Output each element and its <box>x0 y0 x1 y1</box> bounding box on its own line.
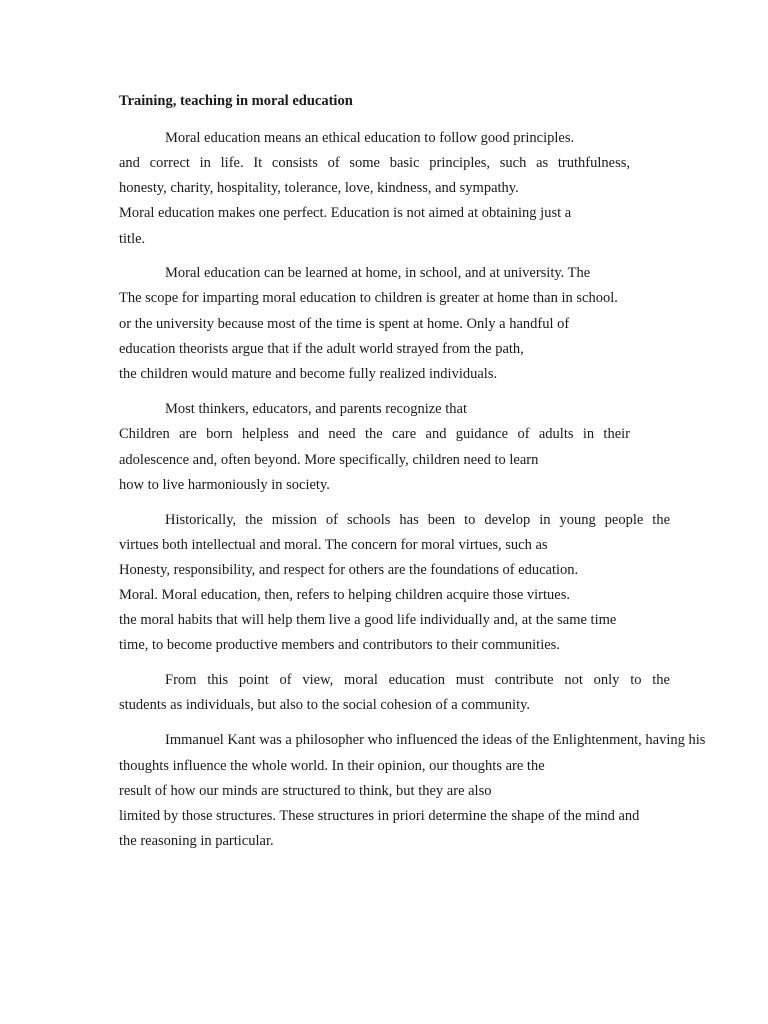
document-title: Training, teaching in moral education <box>119 93 353 109</box>
paragraph-1-line-4: Moral education makes one perfect. Education is not aimed at obtaining just a <box>119 205 572 221</box>
paragraph-4-line-6: time, to become productive members and contributors to their communities. <box>119 637 560 653</box>
paragraph-4-line-2: virtues both intellectual and moral. The concern for moral virtues, such as <box>119 537 548 553</box>
paragraph-3-line-4: how to live harmoniously in society. <box>119 477 330 493</box>
paragraph-1-line-1: Moral education means an ethical education to follow good principles. <box>165 130 575 146</box>
paragraph-5-line-2: students as individuals, but also to the social cohesion of a community. <box>119 697 531 713</box>
paragraph-6-line-1: Immanuel Kant was a philosopher who influenced the ideas of the Enlightenment, having his <box>165 732 706 748</box>
paragraph-2-line-5: the children would mature and become fully realized individuals. <box>119 366 498 382</box>
paragraph-1-line-3: honesty, charity, hospitality, tolerance, love, kindness, and sympathy. <box>119 180 519 196</box>
paragraph-4-line-5: the moral habits that will help them live a good life individually and, at the same time <box>119 612 617 628</box>
paragraph-3-line-1: Most thinkers, educators, and parents recognize that <box>165 401 467 417</box>
paragraph-4-line-3: Honesty, responsibility, and respect for others are the foundations of education. <box>119 562 579 578</box>
paragraph-2-line-2: The scope for imparting moral education to children is greater at home than in school. <box>119 290 618 306</box>
paragraph-3-line-3: adolescence and, often beyond. More specifically, children need to learn <box>119 452 539 468</box>
paragraph-4-line-1: Historically, the mission of schools has been to develop in young people the <box>165 512 670 528</box>
paragraph-6-line-4: limited by those structures. These structures in priori determine the shape of the mind and <box>119 808 640 824</box>
paragraph-2-line-4: education theorists argue that if the adult world strayed from the path, <box>119 341 524 357</box>
paragraph-2-line-1: Moral education can be learned at home, in school, and at university. The <box>165 265 591 281</box>
paragraph-6-line-3: result of how our minds are structured to think, but they are also <box>119 783 492 799</box>
paragraph-6-line-2: thoughts influence the whole world. In their opinion, our thoughts are the <box>119 758 545 774</box>
paragraph-6-line-5: the reasoning in particular. <box>119 833 274 849</box>
paragraph-4-line-4: Moral. Moral education, then, refers to helping children acquire those virtues. <box>119 587 570 603</box>
paragraph-3-line-2: Children are born helpless and need the care and guidance of adults in their <box>119 426 630 442</box>
paragraph-1-line-2: and correct in life. It consists of some basic principles, such as truthfulness, <box>119 155 630 171</box>
paragraph-2-line-3: or the university because most of the time is spent at home. Only a handful of <box>119 316 570 332</box>
paragraph-5-line-1: From this point of view, moral education must contribute not only to the <box>165 672 670 688</box>
paragraph-1-line-5: title. <box>119 231 146 247</box>
